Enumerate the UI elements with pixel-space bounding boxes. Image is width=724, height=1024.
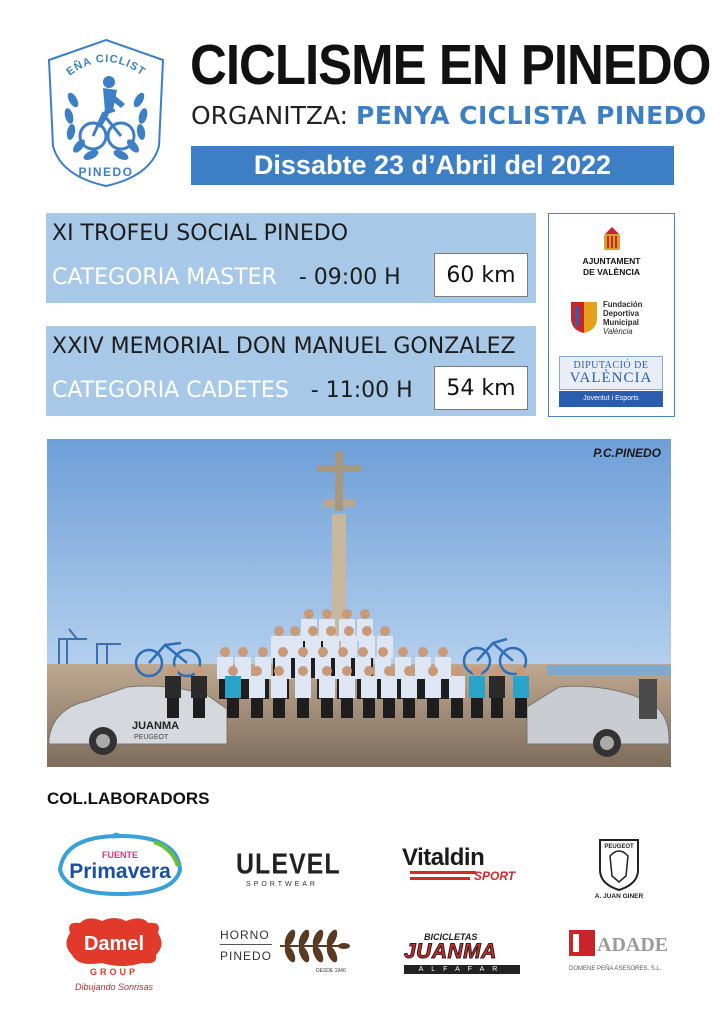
fuente-primavera-logo	[54, 830, 186, 898]
collaborators-heading: COL.LABORADORS	[47, 789, 210, 808]
event-date: Dissabte 23 d’Abril del 2022	[253, 150, 612, 180]
adade-sub: DOMENE PEÑA ASESORES, S.L.	[569, 966, 662, 972]
damel-main: Damel	[83, 933, 145, 955]
organizer-name: PENYA CICLISTA PINEDO	[356, 101, 707, 130]
adade-main: ADADE	[597, 934, 669, 956]
club-logo-top-text: EÑA CICLIST	[64, 52, 148, 79]
team-photo	[47, 439, 671, 767]
race-category: CATEGORIA CADETES	[52, 377, 289, 403]
fp-top: FUENTE	[102, 850, 138, 860]
institutional-sponsors	[548, 213, 675, 417]
car-text: JUANMA	[132, 720, 180, 732]
photo-credit: P.C.PINEDO	[593, 446, 661, 460]
fuente-primavera-mark	[54, 830, 186, 898]
race-card	[46, 326, 536, 416]
ulevel-logo	[236, 848, 341, 888]
race-time: - 11:00 H	[310, 377, 413, 403]
vitaldin-main: Vitaldin	[402, 844, 485, 871]
damel-logo	[62, 915, 166, 995]
adade-logo	[569, 930, 669, 976]
horno-line2: PINEDO	[220, 949, 273, 963]
peugeot-lion-icon	[586, 836, 652, 900]
race-details	[52, 260, 401, 294]
race-details	[52, 373, 413, 407]
date-banner	[191, 146, 674, 185]
horno-pinedo-logo	[220, 924, 352, 976]
race-distance: 60 km	[434, 253, 528, 297]
horno-since: DESDE 1940	[316, 968, 346, 974]
race-name: XI TROFEU SOCIAL PINEDO	[52, 221, 349, 246]
ayuntamiento-line1: AJUNTAMENT	[582, 256, 641, 266]
bicicletas-top: BICICLETAS	[424, 932, 478, 942]
race-category: CATEGORIA MASTER	[52, 264, 277, 290]
race-time: - 09:00 H	[298, 264, 401, 290]
damel-tagline: Dibujando Sonrisas	[74, 982, 154, 992]
race-distance: 54 km	[434, 366, 528, 410]
race-card	[46, 213, 536, 303]
fdm-shield-icon	[569, 300, 599, 334]
vitaldin-logo	[402, 844, 516, 884]
bicicletas-main: JUANMA	[404, 940, 497, 963]
damel-group: GROUP	[89, 967, 139, 977]
bicicletas-sub: ALFAFAR	[404, 965, 520, 974]
diputacio-line2: VALÈNCIA	[569, 370, 653, 386]
diputacio-line1: DIPUTACIÓ DE	[573, 360, 649, 371]
ulevel-sub: SPORTWEAR	[246, 881, 318, 888]
page-title: CICLISME EN PINEDO	[190, 33, 711, 96]
fdm-line3: Municipal	[603, 318, 639, 327]
fdm-line2: Deportiva	[603, 309, 639, 318]
diputacio-sub: Joventut i Esports	[559, 391, 663, 407]
car-subtext: PEUGEOT	[134, 734, 169, 741]
damel-mark	[62, 915, 166, 995]
fdm-line1: Fundación	[603, 300, 643, 309]
club-logo	[47, 38, 165, 188]
peugeot-logo	[586, 836, 652, 900]
race-name: XXIV MEMORIAL DON MANUEL GONZALEZ	[52, 334, 516, 359]
fdm-line4: València	[603, 327, 633, 336]
wheat-icon	[278, 926, 350, 966]
fp-main: Primavera	[69, 860, 171, 883]
horno-line1: HORNO	[220, 928, 270, 942]
city-crest-icon	[599, 226, 625, 252]
diputacio-logo	[559, 356, 663, 408]
vitaldin-sub: SPORT	[474, 869, 516, 883]
club-logo-bottom-text: PINEDO	[78, 165, 134, 179]
team-photo-illustration	[47, 439, 671, 767]
ulevel-main: ULEVEL	[236, 848, 341, 881]
bicicletas-juanma-logo	[402, 932, 522, 976]
peugeot-bottom: A. JUAN GINER	[594, 893, 644, 900]
cyclist-laurel-icon	[47, 38, 165, 188]
ayuntamiento-line2: DE VALÈNCIA	[583, 267, 640, 277]
peugeot-top: PEUGEOT	[604, 844, 634, 850]
organizer-line	[191, 100, 707, 132]
organizer-prefix: ORGANITZA:	[191, 101, 349, 130]
